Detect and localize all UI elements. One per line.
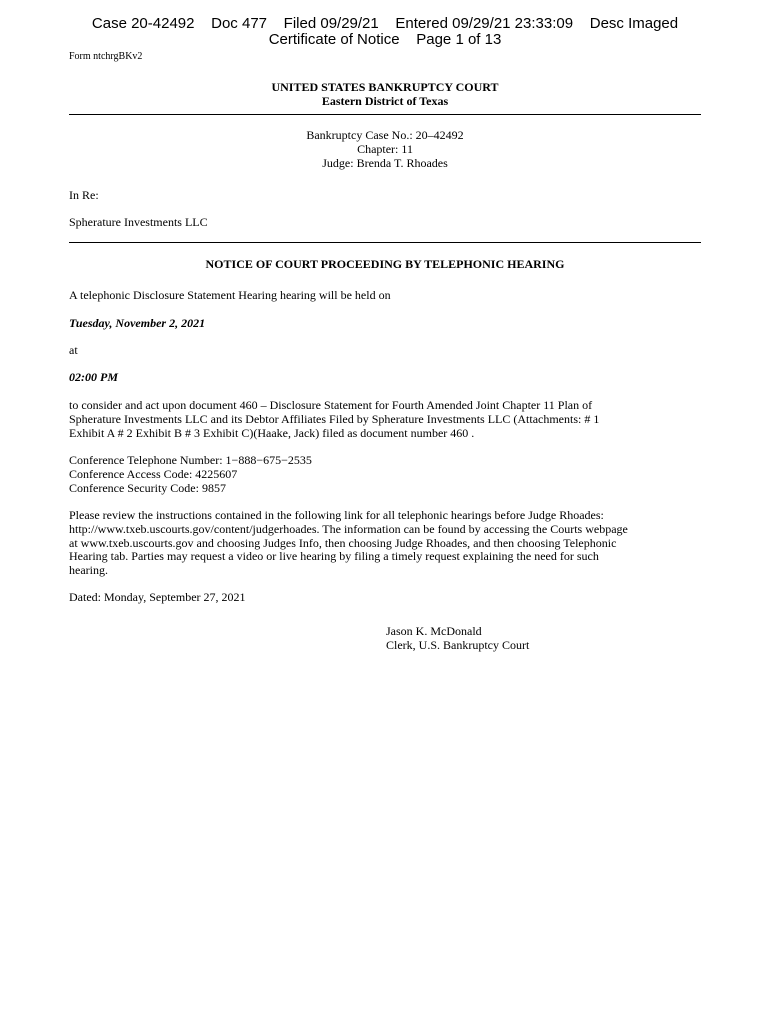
form-id: Form ntchrgBKv2 [69, 51, 143, 62]
instructions-line: Please review the instructions contained in the following link for all telephonic hearings before Judge Rhoades: [69, 508, 604, 522]
signature-name: Jason K. McDonald [386, 624, 482, 638]
conference-access-code: Conference Access Code: 4225607 [69, 467, 238, 481]
notice-title: NOTICE OF COURT PROCEEDING BY TELEPHONIC HEARING [205, 257, 565, 271]
purpose-line: Spherature Investments LLC and its Debtor Affiliates Filed by Spherature Investments LLC (Attachments: # 1 [69, 412, 600, 426]
case-chapter: Chapter: 11 [357, 142, 413, 156]
filing-stamp-line1: Case 20-42492 Doc 477 Filed 09/29/21 Entered 09/29/21 23:33:09 Desc Imaged [91, 15, 679, 32]
hearing-time: 02:00 PM [69, 370, 118, 384]
case-number: Bankruptcy Case No.: 20–42492 [306, 128, 464, 142]
filing-stamp-line2: Certificate of Notice Page 1 of 13 [268, 31, 502, 48]
debtor-name: Spherature Investments LLC [69, 215, 208, 229]
header-divider [69, 114, 701, 115]
instructions-line: Hearing tab. Parties may request a video or live hearing by filing a timely request explaining the need for such [69, 549, 599, 563]
instructions-line: at www.txeb.uscourts.gov and choosing Judges Info, then choosing Judge Rhoades, and then choosing Telephonic [69, 536, 617, 550]
case-judge: Judge: Brenda T. Rhoades [322, 156, 448, 170]
conference-security-code: Conference Security Code: 9857 [69, 481, 226, 495]
court-name: UNITED STATES BANKRUPTCY COURT [271, 80, 499, 94]
hearing-intro: A telephonic Disclosure Statement Hearing hearing will be held on [69, 288, 391, 302]
court-district: Eastern District of Texas [321, 94, 449, 108]
at-label: at [69, 343, 78, 357]
instructions-line: http://www.txeb.uscourts.gov/content/judgerhoades. The information can be found by accessing the Courts webpage [69, 522, 628, 536]
purpose-line: to consider and act upon document 460 – Disclosure Statement for Fourth Amended Joint Chapter 11 Plan of [69, 398, 593, 412]
hearing-date: Tuesday, November 2, 2021 [69, 316, 206, 330]
conference-phone: Conference Telephone Number: 1−888−675−2535 [69, 453, 312, 467]
instructions-line: hearing. [69, 563, 108, 577]
purpose-line: Exhibit A # 2 Exhibit B # 3 Exhibit C)(Haake, Jack) filed as document number 460 . [69, 426, 475, 440]
in-re-label: In Re: [69, 188, 99, 202]
caption-divider [69, 242, 701, 243]
signature-title: Clerk, U.S. Bankruptcy Court [386, 638, 530, 652]
dated-line: Dated: Monday, September 27, 2021 [69, 590, 246, 604]
